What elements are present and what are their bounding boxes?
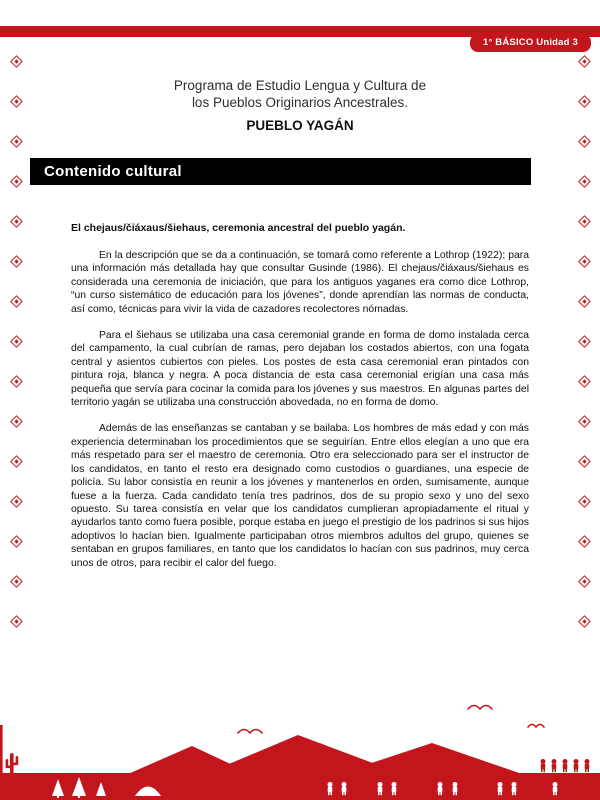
diamond-ornament-icon: [578, 135, 591, 148]
diamond-ornament-icon: [578, 455, 591, 468]
diamond-ornament-icon: [10, 95, 23, 108]
diamond-ornament-icon: [10, 55, 23, 68]
footer-band: [0, 773, 600, 800]
diamond-ornament-icon: [10, 495, 23, 508]
mountain-shapes: [128, 735, 522, 774]
program-title-line2: los Pueblos Originarios Ancestrales.: [191, 94, 409, 110]
content-area: [71, 222, 529, 583]
footer-illustration: [0, 685, 600, 800]
diamond-ornament-icon: [10, 575, 23, 588]
paragraph: En la descripción que se da a continuación, se tomará como referente a Lothrop (1922); para una información más detallada hay que consultar Gusinde (1986). El chejaus/čiáxaus/šiehaus es considerada una ceremonia de iniciación, que para los antiguos yaganes era como dice Lothrop, “un curso sistemático de educación para los jóvenes”, donde aprendían las normas de conducta, así como, técnicas para vivir la vida de cazadores recolectores nómadas.: [71, 250, 529, 315]
diamond-ornament-icon: [578, 615, 591, 628]
paragraph: Además de las enseñanzas se cantaban y se bailaba. Los hombres de más edad y con más experiencia determinaban los procedimientos que se seguirían. Entre ellos elegían a uno que era más respetado para ser el maestro de ceremonia. Otro era seleccionado para ser el instructor de los candidatos, en tanto el resto era designado como custodios o guardianes, una especie de policía. Su labor consistía en reunir a los jóvenes y mantenerlos en orden, sumisamente, aunque fuese a la fuerza. Cada candidato tenía tres padrinos, dos de su propio sexo y uno del sexo opuesto. Su tarea consistía en velar que los candidatos cumplieran apropiadamente el ritual y ayudarlos tanto como fuera posible, porque estaba en juego el prestigio de los padrinos si sus hijos adoptivos lo hacían bien. Igualmente participaban otros miembros adultos del grupo, quienes se sentaban en grupos familiares, en tanto que los candidatos lo hacían con sus padrinos, muy cerca unos de otros, para recibir el calor del fuego.: [71, 423, 529, 569]
diamond-ornament-icon: [578, 495, 591, 508]
diamond-ornament-icon: [578, 415, 591, 428]
right-ornament-column: [576, 57, 592, 626]
content-heading: El chejaus/čiáxaus/šiehaus, ceremonia ancestral del pueblo yagán.: [71, 222, 406, 234]
diamond-ornament-icon: [10, 135, 23, 148]
diamond-ornament-icon: [10, 175, 23, 188]
paragraph: Para el šiehaus se utilizaba una casa ceremonial grande en forma de domo instalada cerca del campamento, la cual cubrían de ramas, pero dejaban los costados abiertos, con una fogata central y asientos cubiertos con pieles. Los postes de esta casa ceremonial eran pintados con pintura roja, blanca y negra. A poca distancia de esta casa ceremonial erigían una casa más pequeña que servía para cocinar la comida para los jóvenes y sus maestros. En algunas partes del territorio yagán se utilizaba una construcción abovedada, no en forma de domo.: [71, 330, 529, 409]
diamond-ornament-icon: [10, 535, 23, 548]
program-header: [0, 78, 600, 133]
diamond-ornament-icon: [578, 95, 591, 108]
bird-icons: [238, 706, 544, 748]
section-bar: [30, 158, 531, 185]
diamond-ornament-icon: [10, 295, 23, 308]
diamond-ornament-icon: [10, 375, 23, 388]
left-ornament-column: [8, 57, 24, 626]
diamond-ornament-icon: [578, 335, 591, 348]
diamond-ornament-icon: [10, 335, 23, 348]
diamond-ornament-icon: [578, 295, 591, 308]
diamond-ornament-icon: [10, 215, 23, 228]
diamond-ornament-icon: [578, 575, 591, 588]
diamond-ornament-icon: [578, 375, 591, 388]
diamond-ornament-icon: [578, 55, 591, 68]
diamond-ornament-icon: [10, 455, 23, 468]
program-subtitle: PUEBLO YAGÁN: [246, 118, 354, 133]
diamond-ornament-icon: [10, 415, 23, 428]
diamond-ornament-icon: [578, 175, 591, 188]
diamond-ornament-icon: [10, 615, 23, 628]
diamond-ornament-icon: [578, 535, 591, 548]
section-title: Contenido cultural: [44, 163, 182, 180]
diamond-ornament-icon: [10, 255, 23, 268]
program-title-line1: Programa de Estudio Lengua y Cultura de: [173, 78, 427, 93]
unit-badge: 1° BÁSICO Unidad 3: [470, 34, 591, 52]
diamond-ornament-icon: [578, 215, 591, 228]
diamond-ornament-icon: [578, 255, 591, 268]
